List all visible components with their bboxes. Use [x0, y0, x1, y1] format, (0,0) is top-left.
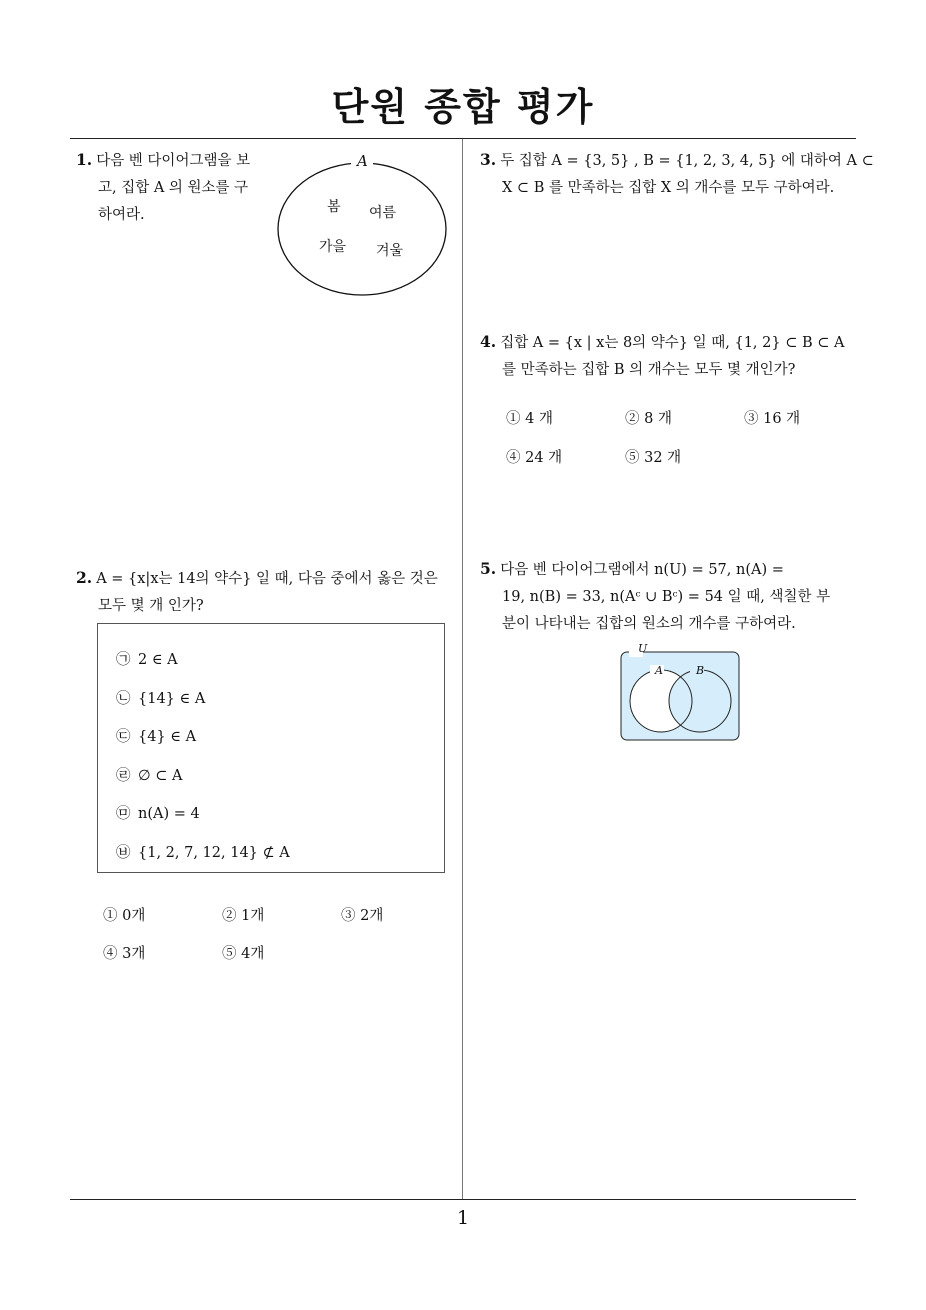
set-element: 봄	[327, 199, 341, 215]
statement-text: 2 ∈ A	[138, 652, 178, 668]
statement-item	[116, 648, 178, 669]
question-text-line: 분이 나타내는 집합의 원소의 개수를 구하여라.	[502, 616, 796, 632]
answer-choice[interactable]: ① 4 개	[506, 411, 553, 427]
question-text-line: 고, 집합 A 의 원소를 구	[98, 180, 249, 196]
question-text-line: 두 집합 A = {3, 5} , B = {1, 2, 3, 4, 5} 에 대하여 A ⊂	[500, 153, 874, 169]
question-text-line: A = {x|x는 14의 약수} 일 때, 다음 중에서 옳은 것은	[96, 571, 438, 587]
statement-mark: ㉠	[116, 652, 131, 668]
statement-item	[116, 841, 290, 862]
set-label: A	[357, 152, 368, 170]
statement-mark: ㉢	[116, 729, 131, 745]
statement-mark: ㉡	[116, 691, 131, 707]
page-number: 1	[456, 1207, 470, 1229]
question-text-line: 다음 벤 다이어그램을 보	[96, 153, 251, 169]
column-divider	[462, 139, 463, 1200]
question-1	[76, 146, 276, 229]
question-number: 1.	[76, 150, 93, 169]
question-number: 2.	[76, 568, 93, 587]
question-3	[480, 146, 874, 202]
answer-choice[interactable]: ③ 16 개	[744, 411, 801, 427]
statement-box	[97, 623, 445, 873]
statement-text: n(A) = 4	[138, 806, 200, 822]
question-5	[480, 555, 860, 638]
question-number: 3.	[480, 150, 497, 169]
statement-mark: ㉣	[116, 768, 131, 784]
answer-choice[interactable]: ① 0개	[103, 908, 146, 924]
question-4	[480, 328, 860, 384]
answer-choice[interactable]: ⑤ 32 개	[625, 450, 682, 466]
question-text-line: X ⊂ B 를 만족하는 집합 X 의 개수를 모두 구하여라.	[502, 180, 835, 196]
page-title: 단원 종합 평가	[331, 85, 595, 129]
top-rule	[70, 138, 856, 139]
answer-choice[interactable]: ④ 3개	[103, 946, 146, 962]
question-text-line: 모두 몇 개 인가?	[98, 598, 204, 614]
statement-mark: ㉥	[116, 845, 131, 861]
set-a-label: A	[655, 664, 663, 677]
bottom-rule	[70, 1199, 856, 1200]
statement-item	[116, 802, 200, 823]
question-2	[76, 564, 456, 620]
statement-mark: ㉤	[116, 806, 131, 822]
universe-label: U	[638, 642, 648, 655]
statement-text: {4} ∈ A	[138, 729, 197, 745]
statement-item	[116, 725, 196, 746]
question-text-line: 를 만족하는 집합 B 의 개수는 모두 몇 개인가?	[502, 362, 796, 378]
statement-text: {1, 2, 7, 12, 14} ⊄ A	[138, 845, 290, 861]
venn-ab-shapes	[620, 647, 742, 743]
question-text-line: 19, n(B) = 33, n(Aᶜ ∪ Bᶜ) = 54 일 때, 색칠한 부	[502, 589, 831, 605]
answer-choice[interactable]: ② 8 개	[625, 411, 672, 427]
question-number: 4.	[480, 332, 497, 351]
venn-diagram-ab	[620, 642, 742, 743]
statement-item	[116, 764, 182, 785]
question-text-line: 다음 벤 다이어그램에서 n(U) = 57, n(A) =	[500, 562, 784, 578]
question-number: 5.	[480, 559, 497, 578]
set-b-label: B	[696, 664, 705, 677]
question-text-line: 집합 A = {x | x는 8의 약수} 일 때, {1, 2} ⊂ B ⊂ A	[500, 335, 845, 351]
set-element: 가을	[319, 239, 347, 255]
venn-diagram-set-a	[277, 154, 449, 300]
statement-text: ∅ ⊂ A	[138, 768, 183, 784]
set-element: 여름	[369, 205, 397, 221]
statement-text: {14} ∈ A	[138, 691, 206, 707]
answer-choice[interactable]: ③ 2개	[341, 908, 384, 924]
statement-item	[116, 687, 205, 708]
venn-ellipse	[277, 154, 449, 300]
question-text-line: 하여라.	[98, 207, 145, 223]
set-element: 겨울	[376, 243, 404, 259]
answer-choice[interactable]: ⑤ 4개	[222, 946, 265, 962]
answer-choice[interactable]: ② 1개	[222, 908, 265, 924]
answer-choice[interactable]: ④ 24 개	[506, 450, 563, 466]
